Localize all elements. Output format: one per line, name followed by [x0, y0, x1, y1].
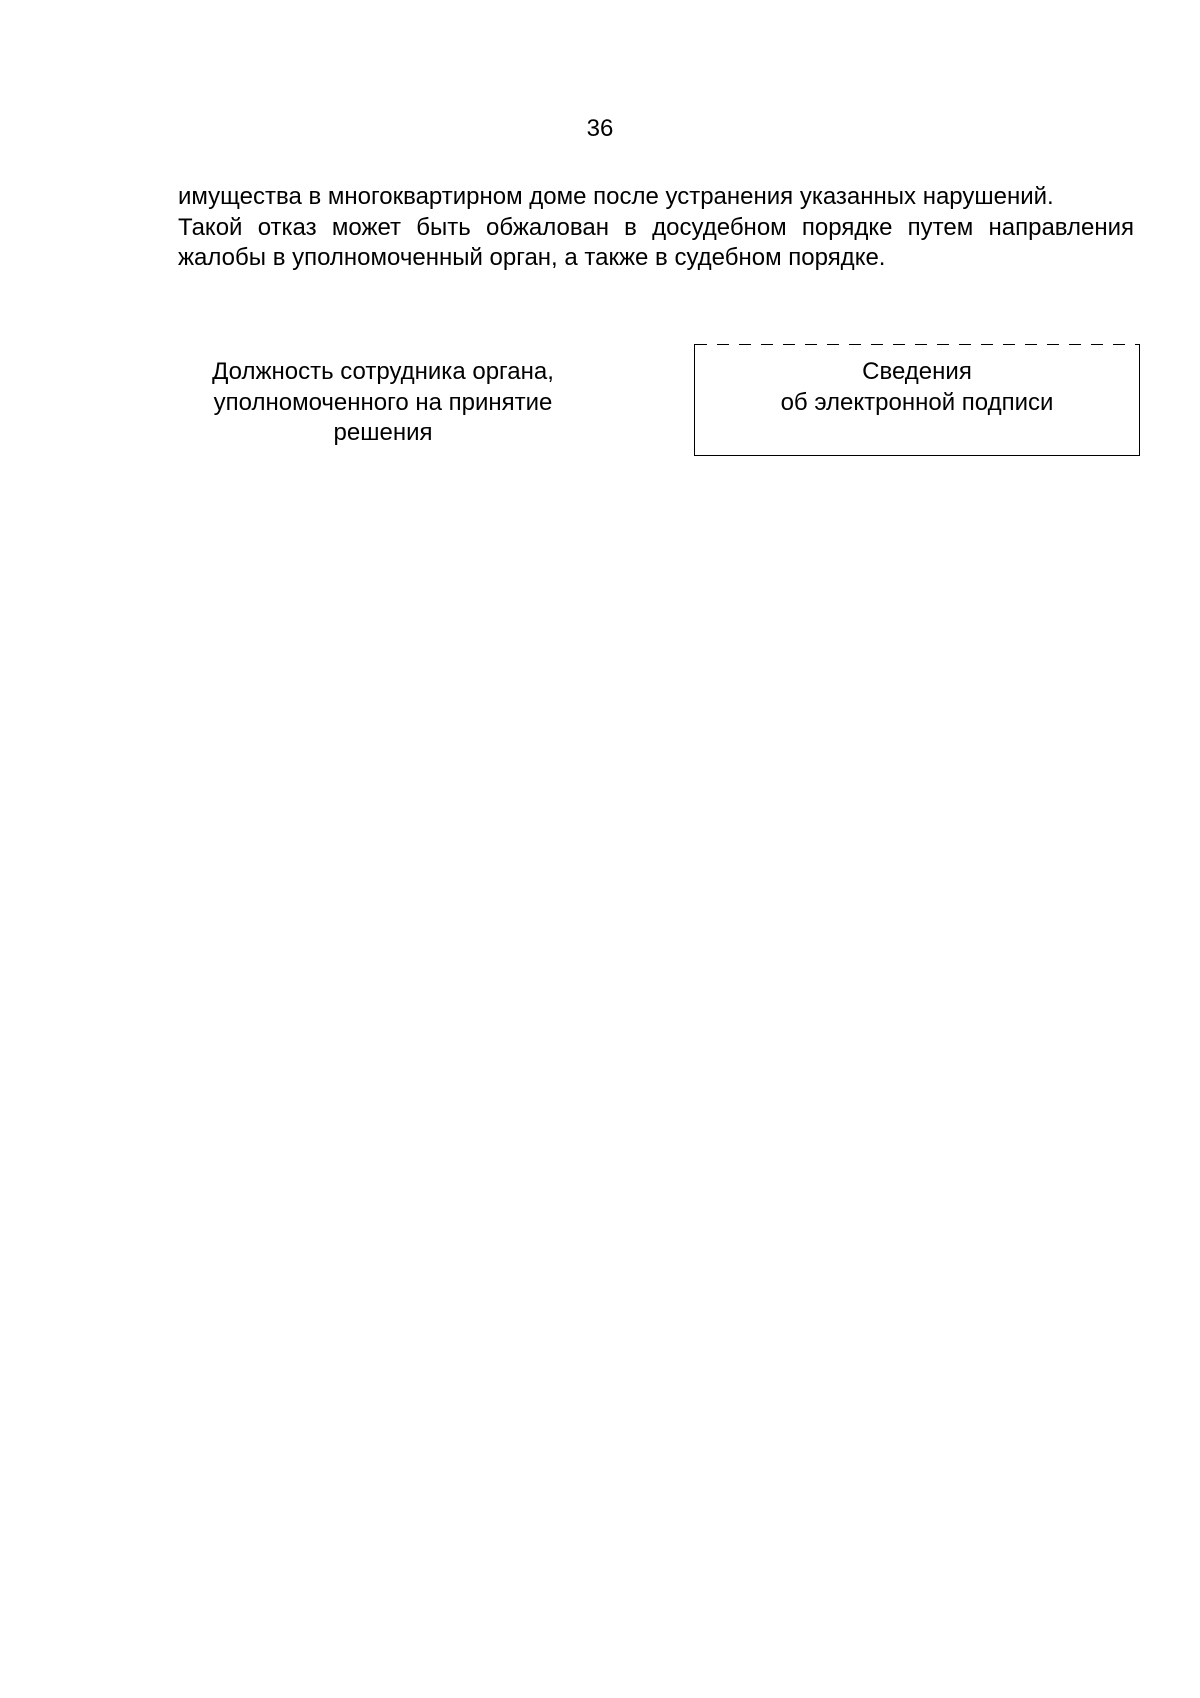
paragraph: Такой отказ может быть обжалован в досудебном порядке путем направления жалобы в уполномоченный орган, а также в судебном порядке. [178, 213, 1134, 271]
body-text [178, 182, 1134, 274]
signature-box-text [695, 357, 1139, 418]
official-position-line: уполномоченного на принятие [213, 388, 553, 416]
paragraph: имущества в многоквартирном доме после устранения указанных нарушений. [178, 183, 1054, 210]
signature-box-line: об электронной подписи [780, 388, 1054, 416]
electronic-signature-box [694, 344, 1140, 456]
official-position-line: решения [333, 419, 433, 446]
page-number: 36 [586, 115, 614, 142]
signature-box-dashed-edge [695, 344, 1139, 345]
official-position-line: Должность сотрудника органа, [212, 358, 554, 385]
official-position-label [178, 357, 588, 449]
signature-box-line: Сведения [862, 358, 972, 385]
